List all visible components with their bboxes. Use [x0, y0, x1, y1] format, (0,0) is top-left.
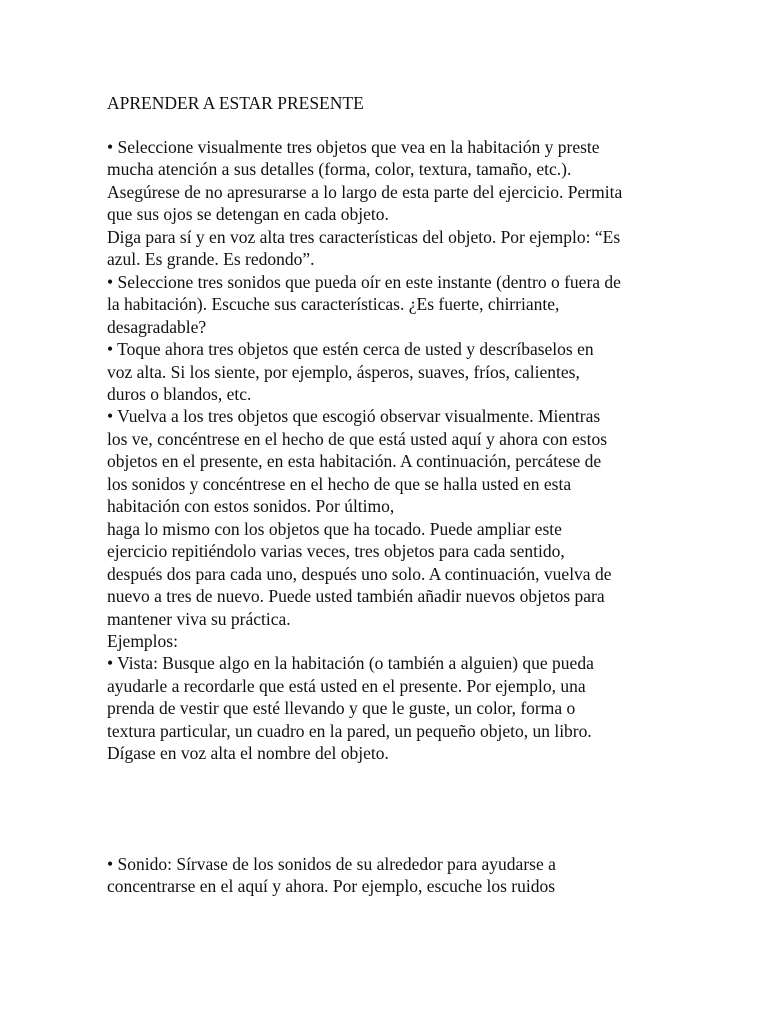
text-line: Diga para sí y en voz alta tres características del objeto. Por ejemplo: “Es	[107, 227, 621, 247]
text-line: textura particular, un cuadro en la pared, un pequeño objeto, un libro.	[107, 721, 592, 741]
text-line: los sonidos y concéntrese en el hecho de que se halla usted en esta	[107, 474, 572, 494]
text-line: habitación con estos sonidos. Por último,	[107, 496, 395, 516]
text-line: • Vuelva a los tres objetos que escogió observar visualmente. Mientras	[107, 406, 601, 426]
text-line: concentrarse en el aquí y ahora. Por ejemplo, escuche los ruidos	[107, 876, 556, 896]
text-line: • Seleccione visualmente tres objetos que vea en la habitación y preste	[107, 137, 600, 157]
text-line: los ve, concéntrese en el hecho de que está usted aquí y ahora con estos	[107, 429, 608, 449]
text-line: la habitación). Escuche sus características. ¿Es fuerte, chirriante,	[107, 294, 560, 314]
text-line: nuevo a tres de nuevo. Puede usted también añadir nuevos objetos para	[107, 586, 605, 606]
text-line: • Sonido: Sírvase de los sonidos de su alrededor para ayudarse a	[107, 854, 556, 874]
text-line: azul. Es grande. Es redondo”.	[107, 249, 315, 269]
text-line: voz alta. Si los siente, por ejemplo, ásperos, suaves, fríos, calientes,	[107, 362, 580, 382]
text-line: • Toque ahora tres objetos que estén cerca de usted y descríbaselos en	[107, 339, 594, 359]
text-line: haga lo mismo con los objetos que ha tocado. Puede ampliar este	[107, 519, 562, 539]
text-line: que sus ojos se detengan en cada objeto.	[107, 204, 389, 224]
text-line: ejercicio repitiéndolo varias veces, tres objetos para cada sentido,	[107, 541, 565, 561]
text-line: • Seleccione tres sonidos que pueda oír en este instante (dentro o fuera de	[107, 272, 621, 292]
text-line: mucha atención a sus detalles (forma, color, textura, tamaño, etc.).	[107, 159, 572, 179]
text-line: ayudarle a recordarle que está usted en el presente. Por ejemplo, una	[107, 676, 586, 696]
document-title: APRENDER A ESTAR PRESENTE	[107, 93, 364, 113]
text-line: Asegúrese de no apresurarse a lo largo de esta parte del ejercicio. Permita	[107, 182, 623, 202]
text-line: después dos para cada uno, después uno solo. A continuación, vuelva de	[107, 564, 612, 584]
text-line: duros o blandos, etc.	[107, 384, 252, 404]
text-line: objetos en el presente, en esta habitación. A continuación, percátese de	[107, 451, 602, 471]
text-line: • Vista: Busque algo en la habitación (o también a alguien) que pueda	[107, 653, 594, 673]
text-line: Dígase en voz alta el nombre del objeto.	[107, 743, 389, 763]
text-line: mantener viva su práctica.	[107, 609, 291, 629]
text-line: prenda de vestir que esté llevando y que le guste, un color, forma o	[107, 698, 576, 718]
text-line: Ejemplos:	[107, 631, 178, 651]
text-line: desagradable?	[107, 317, 207, 337]
